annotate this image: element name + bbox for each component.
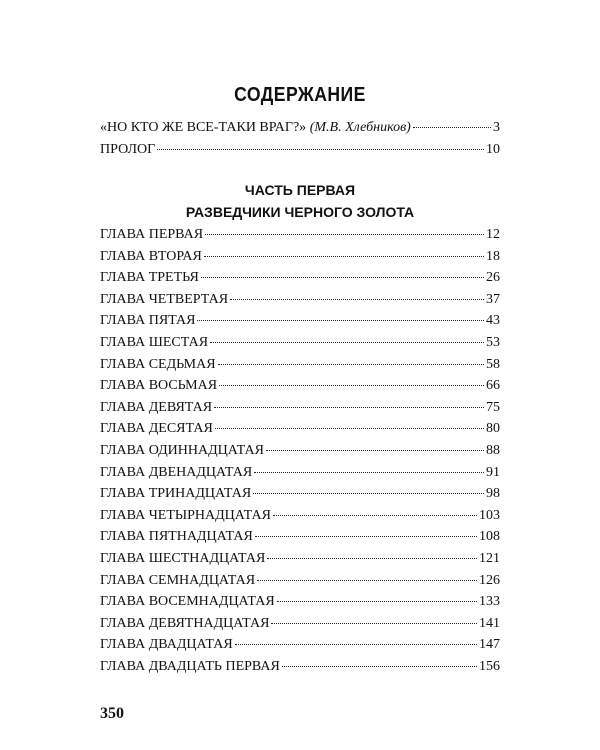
toc-entry-title: ГЛАВА ТРЕТЬЯ xyxy=(100,270,199,286)
toc-entry-page: 10 xyxy=(486,142,500,157)
toc-entry-page: 91 xyxy=(486,464,500,480)
toc-entry-chapter xyxy=(100,292,500,314)
part-heading xyxy=(0,179,600,223)
toc-entry-title: ГЛАВА СЕМНАДЦАТАЯ xyxy=(100,572,256,588)
toc-entry-chapter xyxy=(100,378,500,400)
dot-leader xyxy=(204,256,484,257)
toc-entry-title: «НО КТО ЖЕ ВСЕ-ТАКИ ВРАГ?» (М.В. Хлебников) xyxy=(100,120,411,135)
page-title: СОДЕРЖАНИЕ xyxy=(234,84,366,106)
toc-entry-chapter xyxy=(100,529,500,551)
toc-entry-chapter xyxy=(100,313,500,335)
toc-entry-page: 98 xyxy=(486,486,500,502)
dot-leader xyxy=(230,299,484,300)
toc-entry-title: ГЛАВА ПЕРВАЯ xyxy=(100,227,204,242)
toc-entry-page: 37 xyxy=(486,291,500,307)
toc-entry-page: 88 xyxy=(486,442,500,458)
toc-entry-chapter xyxy=(100,465,500,487)
chapter-list xyxy=(100,227,500,680)
dot-leader xyxy=(214,407,484,408)
toc-entry-chapter xyxy=(100,421,500,443)
dot-leader xyxy=(201,277,484,278)
dot-leader xyxy=(215,428,484,429)
dot-leader xyxy=(266,450,484,451)
toc-entry-page: 75 xyxy=(486,399,500,415)
toc-entry-title: ГЛАВА ВОСЬМАЯ xyxy=(100,378,218,394)
toc-entry-chapter xyxy=(100,594,500,616)
part-title: РАЗВЕДЧИКИ ЧЕРНОГО ЗОЛОТА xyxy=(185,204,415,220)
toc-entry-page: 26 xyxy=(486,270,500,286)
dot-leader xyxy=(413,127,491,128)
page-number: 350 xyxy=(100,705,124,722)
toc-entry-prologue xyxy=(100,142,500,164)
toc-entry-title: ГЛАВА ПЯТНАДЦАТАЯ xyxy=(100,529,253,545)
part-label: ЧАСТЬ ПЕРВАЯ xyxy=(244,182,356,198)
dot-leader xyxy=(219,385,484,386)
dot-leader xyxy=(253,493,484,494)
toc-entry-page: 121 xyxy=(479,550,500,566)
dot-leader xyxy=(197,320,484,321)
toc-entry-title: ГЛАВА ДЕВЯТАЯ xyxy=(100,399,213,415)
toc-entry-title: ГЛАВА ДЕВЯТНАДЦАТАЯ xyxy=(100,615,270,631)
toc-entry-chapter xyxy=(100,443,500,465)
toc-entry-chapter xyxy=(100,270,500,292)
toc-entry-page: 80 xyxy=(486,421,500,437)
toc-entry-chapter xyxy=(100,335,500,357)
toc-entry-page: 3 xyxy=(493,120,500,135)
toc-entry-chapter xyxy=(100,551,500,573)
toc-entry-title: ГЛАВА ДВАДЦАТАЯ xyxy=(100,637,233,653)
toc-front-matter xyxy=(100,120,500,164)
toc-entry-title: ГЛАВА ШЕСТАЯ xyxy=(100,334,209,350)
toc-entry-title: ГЛАВА ТРИНАДЦАТАЯ xyxy=(100,486,252,502)
dot-leader xyxy=(157,149,484,150)
toc-entry-page: 58 xyxy=(486,356,500,372)
toc-entry-page: 133 xyxy=(479,594,500,610)
toc-entry-page: 18 xyxy=(486,248,500,264)
toc-entry-chapter xyxy=(100,486,500,508)
toc-entry-title: ГЛАВА СЕДЬМАЯ xyxy=(100,356,216,372)
toc-entry-page: 12 xyxy=(486,227,500,242)
toc-entry-chapter xyxy=(100,227,500,249)
toc-entry-title: ГЛАВА ЧЕТВЕРТАЯ xyxy=(100,291,229,307)
toc-entry-page: 126 xyxy=(479,572,500,588)
dot-leader xyxy=(205,234,484,235)
toc-entry-title: ГЛАВА ЧЕТЫРНАДЦАТАЯ xyxy=(100,507,271,523)
toc-entry-title: ПРОЛОГ xyxy=(100,142,156,157)
toc-entry-page: 53 xyxy=(486,334,500,350)
toc-entry-page: 156 xyxy=(479,658,500,674)
dot-leader xyxy=(271,623,477,624)
toc-entry-chapter xyxy=(100,573,500,595)
toc-entry-title: ГЛАВА ВТОРАЯ xyxy=(100,248,202,264)
toc-entry-title: ГЛАВА ДВЕНАДЦАТАЯ xyxy=(100,464,253,480)
toc-entry-chapter xyxy=(100,508,500,530)
toc-entry-chapter xyxy=(100,400,500,422)
dot-leader xyxy=(254,472,484,473)
toc-entry-title: ГЛАВА ДЕСЯТАЯ xyxy=(100,421,213,437)
toc-entry-chapter xyxy=(100,616,500,638)
toc-entry-page: 103 xyxy=(479,507,500,523)
toc-entry-chapter xyxy=(100,659,500,681)
dot-leader xyxy=(255,536,477,537)
toc-entry-title: ГЛАВА ШЕСТНАДЦАТАЯ xyxy=(100,550,266,566)
dot-leader xyxy=(277,601,477,602)
dot-leader xyxy=(210,342,484,343)
toc-entry-title: ГЛАВА ОДИННАДЦАТАЯ xyxy=(100,442,264,458)
toc-entry-chapter xyxy=(100,637,500,659)
toc-entry-author: (М.В. Хлебников) xyxy=(309,120,411,135)
toc-entry-title: ГЛАВА ВОСЕМНАДЦАТАЯ xyxy=(100,594,275,610)
dot-leader xyxy=(257,580,477,581)
toc-entry-chapter xyxy=(100,357,500,379)
toc-entry-title: ГЛАВА ПЯТАЯ xyxy=(100,313,196,329)
toc-entry-title: ГЛАВА ДВАДЦАТЬ ПЕРВАЯ xyxy=(100,658,280,674)
dot-leader xyxy=(235,644,477,645)
dot-leader xyxy=(267,558,477,559)
toc-entry-page: 108 xyxy=(479,529,500,545)
dot-leader xyxy=(282,666,477,667)
toc-entry-page: 43 xyxy=(486,313,500,329)
toc-entry-chapter xyxy=(100,249,500,271)
toc-entry-page: 141 xyxy=(479,615,500,631)
dot-leader xyxy=(273,515,477,516)
toc-entry-page: 66 xyxy=(486,378,500,394)
toc-entry-page: 147 xyxy=(479,637,500,653)
dot-leader xyxy=(218,364,484,365)
toc-entry-foreword xyxy=(100,120,500,142)
